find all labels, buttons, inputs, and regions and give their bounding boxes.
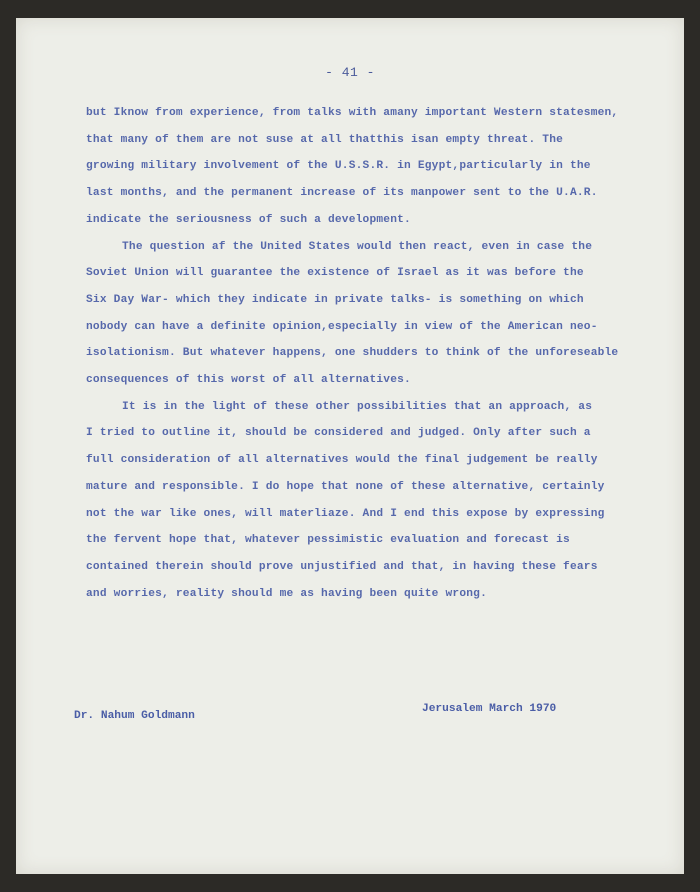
text-line: mature and responsible. I do hope that none of these alternative, certainly: [86, 480, 605, 493]
body-text: [86, 100, 684, 607]
document-page: [16, 18, 684, 874]
place-date: Jerusalem March 1970: [422, 703, 557, 715]
text-line: and worries, reality should me as having been quite wrong.: [86, 587, 487, 600]
text-line: not the war like ones, will materliaze. And I end this expose by expressing: [86, 507, 605, 520]
signature: Dr. Nahum Goldmann: [74, 710, 195, 722]
text-line: the fervent hope that, whatever pessimistic evaluation and forecast is: [86, 534, 570, 547]
text-line: that many of them are not suse at all thatthis isan empty threat. The: [86, 133, 564, 146]
text-line: It is in the light of these other possibilities that an approach, as: [122, 400, 593, 413]
text-line: indicate the seriousness of such a development.: [86, 213, 411, 226]
text-line: last months, and the permanent increase of its manpower sent to the U.A.R.: [86, 187, 598, 200]
text-line: isolationism. But whatever happens, one shudders to think of the unforeseable: [86, 347, 619, 360]
text-line: full consideration of all alternatives would the final judgement be really: [86, 454, 598, 467]
text-line: nobody can have a definite opinion,especially in view of the American neo-: [86, 320, 598, 333]
text-line: growing military involvement of the U.S.S.R. in Egypt,particularly in the: [86, 160, 591, 173]
text-line: consequences of this worst of all alternatives.: [86, 374, 411, 387]
text-line: but Iknow from experience, from talks with amany important Western statesmen,: [86, 107, 619, 119]
text-line: I tried to outline it, should be considered and judged. Only after such a: [86, 427, 591, 440]
text-line: Soviet Union will guarantee the existence of Israel as it was before the: [86, 267, 584, 280]
text-line: The question af the United States would then react, even in case the: [122, 240, 593, 253]
page-number: - 41 -: [325, 65, 375, 80]
text-line: contained therein should prove unjustified and that, in having these fears: [86, 560, 598, 573]
text-line: Six Day War- which they indicate in private talks- is something on which: [86, 293, 584, 306]
